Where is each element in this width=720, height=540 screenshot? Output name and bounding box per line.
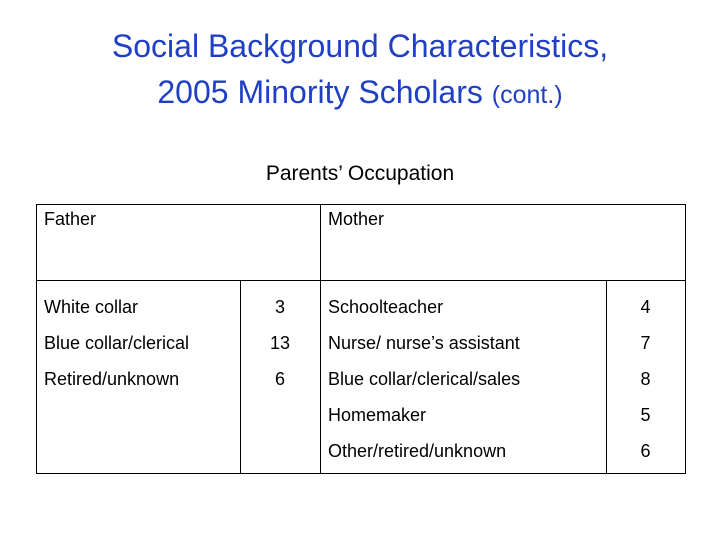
header-divider [36, 280, 686, 281]
mother-count: 5 [640, 405, 651, 425]
mother-label: Nurse/ nurse’s assistant [328, 333, 520, 353]
mother-label: Schoolteacher [328, 297, 444, 317]
table-border-top [36, 204, 686, 205]
mother-label: Homemaker [328, 405, 427, 425]
header-mother: Mother [328, 209, 385, 229]
mother-count: 4 [640, 297, 651, 317]
mother-label: Blue collar/clerical/sales [328, 369, 521, 389]
column-divider-main [320, 204, 321, 474]
father-count: 3 [274, 297, 285, 317]
table-border-right [685, 204, 686, 474]
title-suffix: (cont.) [491, 81, 563, 109]
title-line-2 [0, 72, 720, 115]
father-count: 13 [269, 333, 291, 353]
table-caption: Parents’ Occupation [265, 162, 455, 185]
mother-count: 6 [640, 441, 651, 461]
father-label: Retired/unknown [44, 369, 180, 389]
father-label: Blue collar/clerical [44, 333, 190, 353]
mother-label: Other/retired/unknown [328, 441, 507, 461]
title-line-1: Social Background Characteristics, [111, 28, 609, 64]
mother-count: 7 [640, 333, 651, 353]
table-border-bottom [36, 473, 686, 474]
father-count: 6 [274, 369, 285, 389]
father-label: White collar [44, 297, 139, 317]
header-father: Father [44, 209, 97, 229]
table-border-left [36, 204, 37, 474]
title-main: 2005 Minority Scholars [157, 74, 483, 110]
mother-count: 8 [640, 369, 651, 389]
